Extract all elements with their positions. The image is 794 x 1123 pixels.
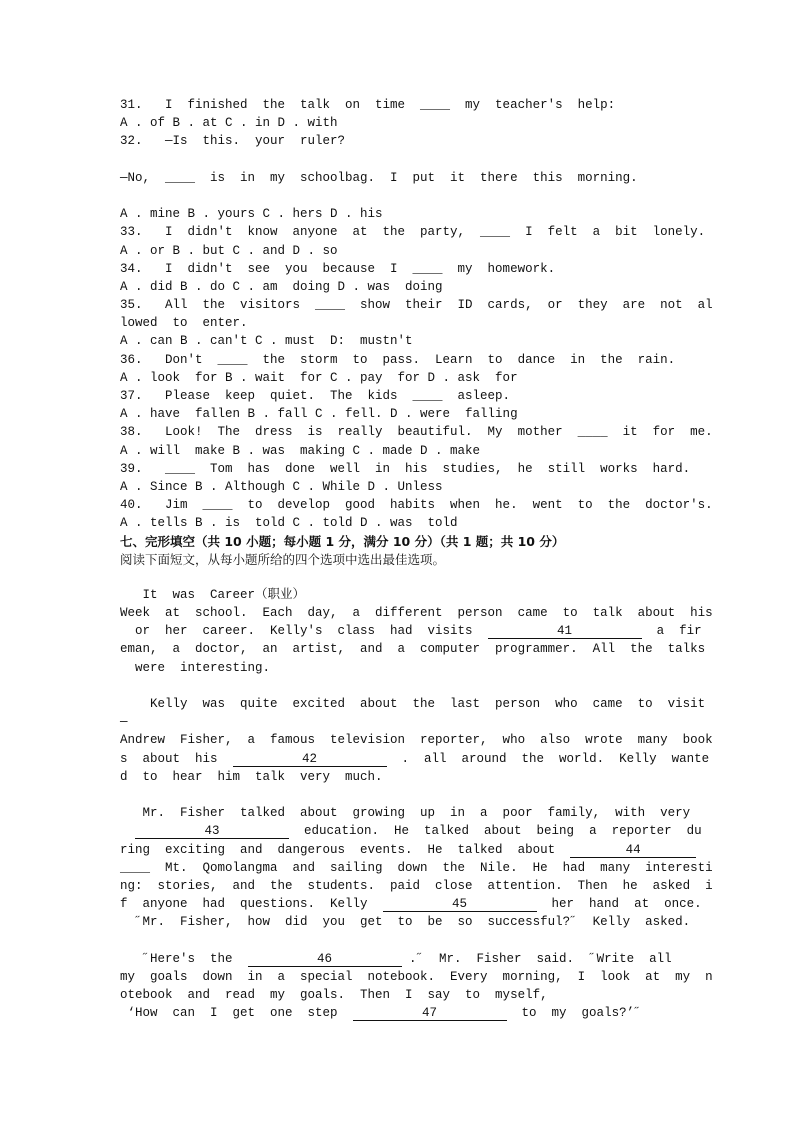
- passage-text: Mr. Fisher talked about growing up in a poor family, with very: [120, 806, 691, 821]
- question-32-stem: 32. —Is this. your ruler?: [120, 134, 346, 149]
- question-34-stem: 34. I didn't see you because I ____ my homework.: [120, 261, 556, 276]
- question-37-stem: 37. Please keep quiet. The kids ____ asleep.: [120, 389, 511, 403]
- blank-44[interactable]: 44: [570, 843, 696, 858]
- passage-title-line: [120, 586, 676, 604]
- passage-text: my goals down in a special notebook. Every morning, I look at my n: [120, 969, 713, 984]
- passage-line: [120, 895, 702, 913]
- blank-46[interactable]: 46: [248, 952, 402, 967]
- passage-text: .˝ Mr. Fisher said. ˝Write all: [401, 951, 672, 966]
- blank-43[interactable]: 43: [135, 824, 289, 839]
- passage-text: otebook and read my goals. Then I say to myself,: [120, 988, 548, 1002]
- question-35-stem: 35. All the visitors ____ show their ID cards, or they are not al: [120, 298, 713, 313]
- passage-line: [120, 622, 702, 640]
- question-31-stem: 31. I finished the talk on time ____ my teacher's help:: [120, 98, 616, 112]
- passage-text: . all around the world. Kelly wante: [386, 751, 710, 766]
- passage-line: [120, 822, 702, 840]
- blank-42[interactable]: 42: [233, 752, 387, 767]
- question-36-options: A . look for B . wait for C . pay for D . ask for: [120, 370, 518, 385]
- question-40-stem: 40. Jim ____ to develop good habits when he. went to the doctor's.: [120, 498, 713, 513]
- blank-47[interactable]: 47: [353, 1006, 507, 1021]
- passage-text: to my goals?’˝: [506, 1006, 642, 1021]
- passage-text: ng: stories, and the students. paid close attention. Then he asked i: [120, 878, 713, 893]
- question-33-stem: 33. I didn't know anyone at the party, ____ I felt a bit lonely.: [120, 225, 706, 240]
- passage-text: ˝Mr. Fisher, how did you get to be so successful?˝ Kelly asked.: [120, 915, 691, 930]
- question-39-stem: 39. ____ Tom has done well in his studies, he still works hard.: [120, 461, 691, 476]
- passage-text: ‘How can I get one step: [120, 1006, 353, 1021]
- passage-text: Week at school. Each day, a different person came to talk about his: [120, 606, 713, 621]
- exam-page: [120, 96, 713, 1022]
- question-38-options: A . will make B . was making C . made D . make: [120, 443, 481, 458]
- passage-text: education. He talked about being a reporter du: [289, 824, 702, 839]
- question-38-stem: 38. Look! The dress is really beautiful. My mother ____ it for me.: [120, 425, 713, 440]
- passage-text: Andrew Fisher, a famous television reporter, who also wrote many book: [120, 733, 713, 748]
- question-35-options: A . can B . can't C . must D: mustn't: [120, 334, 413, 349]
- question-32-reply: —No, ____ is in my schoolbag. I put it there this morning.: [120, 170, 638, 185]
- question-35-stem-cont: lowed to enter.: [120, 316, 248, 331]
- section-title: 七、完形填空（共 10 小题；每小题 1 分，满分 10 分）（共 1 题；共 10 分）: [120, 533, 565, 549]
- passage-text: were interesting.: [120, 660, 271, 675]
- passage-text: or her career. Kelly's class had visits: [120, 624, 488, 639]
- passage-line: [120, 841, 676, 859]
- passage-text: eman, a doctor, an artist, and a computer programmer. All the talks: [120, 642, 706, 657]
- passage-text: her hand at once.: [536, 897, 702, 912]
- passage-text: d to hear him talk very much.: [120, 769, 383, 784]
- passage-text: ____ Mt. Qomolangma and sailing down the Nile. He had many interesti: [120, 860, 713, 875]
- passage-text: f anyone had questions. Kelly: [120, 897, 383, 912]
- blank-41[interactable]: 41: [488, 624, 642, 639]
- question-34-options: A . did B . do C . am doing D . was doing: [120, 279, 443, 294]
- passage-text: ring exciting and dangerous events. He talked about: [120, 842, 571, 857]
- passage-text: —: [120, 715, 128, 730]
- passage-text: ˝Here's the: [120, 951, 248, 966]
- question-33-options: A . or B . but C . and D . so: [120, 243, 338, 258]
- question-32-options: A . mine B . yours C . hers D . his: [120, 207, 383, 222]
- section-instruction: 阅读下面短文，从每小题所给的四个选项中选出最佳选项。: [120, 551, 446, 567]
- passage-line: [120, 750, 710, 768]
- passage-line: [120, 950, 676, 968]
- passage-text: s about his: [120, 751, 233, 766]
- question-37-options: A . have fallen B . fall C . fell. D . were falling: [120, 407, 518, 422]
- passage-text: It was Career（职业）: [120, 587, 306, 602]
- blank-45[interactable]: 45: [383, 897, 537, 912]
- question-36-stem: 36. Don't ____ the storm to pass. Learn to dance in the rain.: [120, 352, 676, 367]
- passage-line: [120, 1004, 676, 1022]
- passage-text: a fir: [641, 624, 702, 639]
- passage-text: Kelly was quite excited about the last person who came to visit: [120, 697, 706, 711]
- question-40-options: A . tells B . is told C . told D . was told: [120, 516, 458, 531]
- question-39-options: A . Since B . Although C . While D . Unless: [120, 479, 443, 494]
- question-31-options: A . of B . at C . in D . with: [120, 116, 338, 131]
